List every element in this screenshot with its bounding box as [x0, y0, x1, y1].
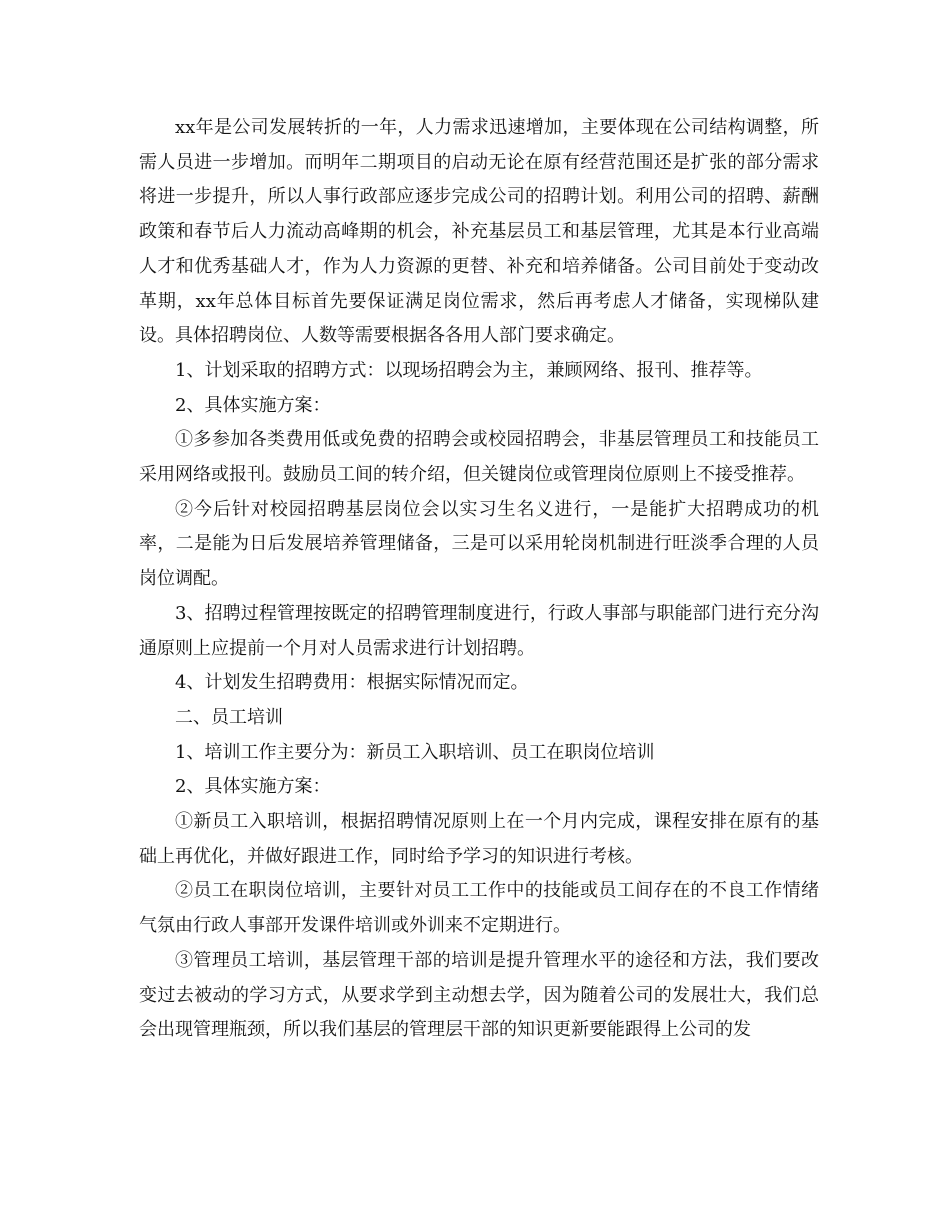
document-body: [139, 111, 819, 1048]
paragraph-onjob-training: ②员工在职岗位培训，主要针对员工工作中的技能或员工间存在的不良工作情绪气氛由行政人事部开发课件培训或外训来不定期进行。: [139, 880, 819, 937]
paragraph-training-implementation: 2、具体实施方案：: [175, 776, 331, 798]
paragraph-recruitment-overview: xx年是公司发展转折的一年，人力需求迅速增加，主要体现在公司结构调整，所需人员进一步增加。而明年二期项目的启动无论在原有经营范围还是扩张的部分需求将进一步提升，所以人事行政部应逐步完成公司的招聘计划。利用公司的招聘、薪酬政策和春节后人力流动高峰期的机会，补充基层员工和基层管理，尤其是本行业高端人才和优秀基础人才，作为人力资源的更替、补充和培养储备。公司目前处于变动改革期，xx年总体目标首先要保证满足岗位需求，然后再考虑人才储备，实现梯队建设。具体招聘岗位、人数等需要根据各各用人部门要求确定。: [139, 117, 819, 347]
paragraph-training-types: 1、培训工作主要分为：新员工入职培训、员工在职岗位培训: [175, 741, 655, 763]
paragraph-recruitment-process: 3、招聘过程管理按既定的招聘管理制度进行，行政人事部与职能部门进行充分沟通原则上应提前一个月对人员需求进行计划招聘。: [139, 602, 819, 659]
paragraph-plan-item-2: ②今后针对校园招聘基层岗位会以实习生名义进行，一是能扩大招聘成功的机率，二是能为日后发展培养管理储备，三是可以采用轮岗机制进行旺淡季合理的人员岗位调配。: [139, 498, 819, 590]
paragraph-recruitment-cost: 4、计划发生招聘费用：根据实际情况而定。: [175, 672, 529, 694]
paragraph-recruitment-method: 1、计划采取的招聘方式：以现场招聘会为主，兼顾网络、报刊、推荐等。: [175, 359, 763, 381]
paragraph-management-training: ③管理员工培训，基层管理干部的培训是提升管理水平的途径和方法，我们要改变过去被动的学习方式，从要求学到主动想去学，因为随着公司的发展壮大，我们总会出现管理瓶颈，所以我们基层的管理层干部的知识更新要能跟得上公司的发: [139, 949, 819, 1041]
section-heading-training: 二、员工培训: [175, 706, 283, 728]
paragraph-implementation-heading: 2、具体实施方案：: [175, 394, 331, 416]
paragraph-new-employee-training: ①新员工入职培训，根据招聘情况原则上在一个月内完成，课程安排在原有的基础上再优化，并做好跟进工作，同时给予学习的知识进行考核。: [139, 811, 819, 867]
paragraph-plan-item-1: ①多参加各类费用低或免费的招聘会或校园招聘会，非基层管理员工和技能员工采用网络或报刊。鼓励员工间的转介绍，但关键岗位或管理岗位原则上不接受推荐。: [139, 429, 819, 486]
